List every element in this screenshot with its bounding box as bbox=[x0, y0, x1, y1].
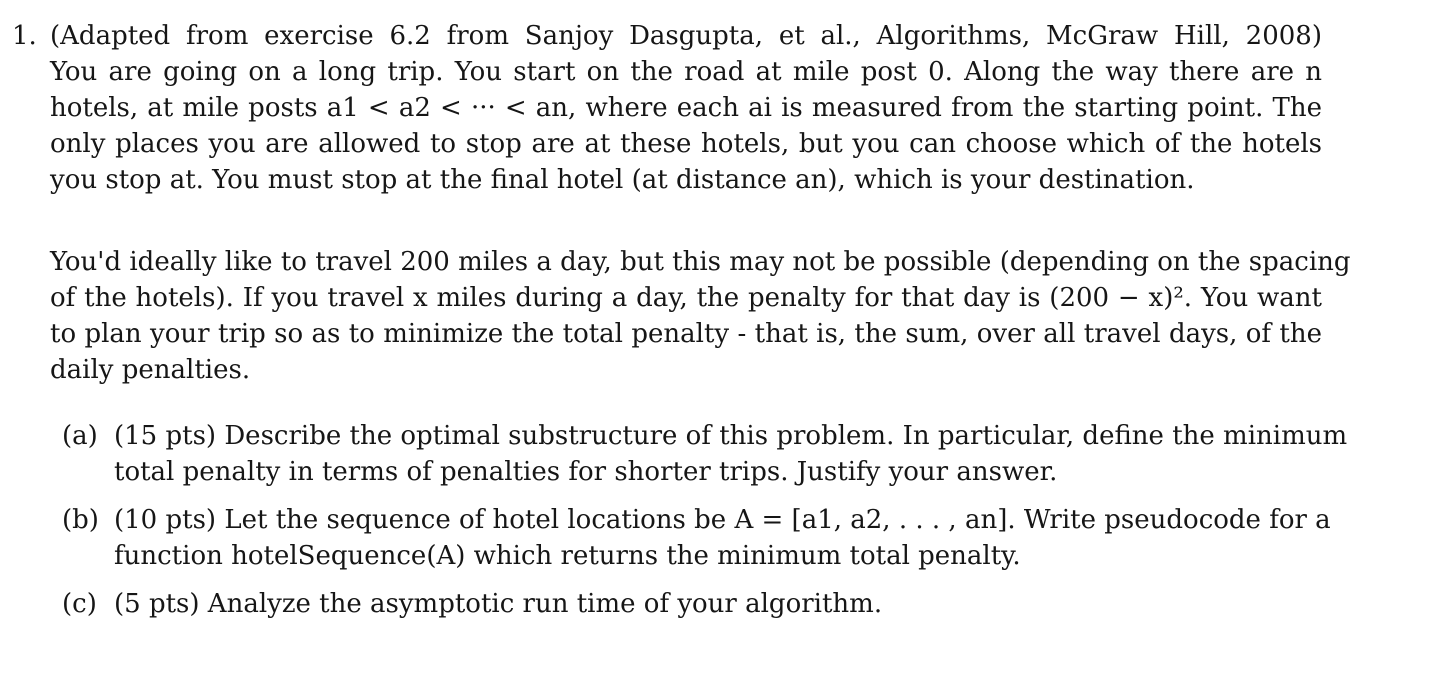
paragraph-line: You'd ideally like to travel 200 miles a day, but this may not be possible (depending on the spacing bbox=[50, 247, 1351, 277]
subpart-line: function hotelSequence(A) which returns the minimum total penalty. bbox=[114, 541, 1021, 571]
problem-body bbox=[50, 18, 1351, 634]
subpart-c bbox=[62, 586, 1322, 622]
subpart-label: (b) bbox=[62, 505, 99, 535]
problem-1 bbox=[12, 18, 1351, 634]
subpart-text bbox=[114, 502, 1331, 574]
subpart-a bbox=[62, 418, 1348, 490]
paragraph-line: daily penalties. bbox=[50, 355, 251, 385]
subpart-line: (15 pts) Describe the optimal substructure of this problem. In particular, define the minimum bbox=[114, 421, 1348, 451]
intro-line: You are going on a long trip. You start on the road at mile post 0. Along the way there are n bbox=[50, 57, 1322, 87]
paragraph-line: of the hotels). If you travel x miles during a day, the penalty for that day is (200 − x)². You want bbox=[50, 283, 1322, 313]
problem-intro bbox=[12, 18, 1351, 634]
paragraph-gap bbox=[50, 198, 1322, 244]
intro-line: (Adapted from exercise 6.2 from Sanjoy Dasgupta, et al., Algorithms, McGraw Hill, 2008) bbox=[50, 21, 1322, 51]
paragraph-line: to plan your trip so as to minimize the total penalty - that is, the sum, over all travel days, of the bbox=[50, 319, 1322, 349]
subpart-line: (5 pts) Analyze the asymptotic run time of your algorithm. bbox=[114, 589, 883, 619]
problem-number: 1. bbox=[12, 21, 37, 51]
intro-line: you stop at. You must stop at the final hotel (at distance an), which is your destination. bbox=[50, 165, 1195, 195]
subpart-text bbox=[114, 418, 1347, 490]
subpart-line: total penalty in terms of penalties for shorter trips. Justify your answer. bbox=[114, 457, 1058, 487]
intro-line: only places you are allowed to stop are at these hotels, but you can choose which of the hotels bbox=[50, 129, 1322, 159]
intro-line: hotels, at mile posts a1 < a2 < ··· < an, where each ai is measured from the starting point. The bbox=[50, 93, 1322, 123]
subpart-label: (c) bbox=[62, 589, 97, 619]
subpart-line: (10 pts) Let the sequence of hotel locations be A = [a1, a2, . . . , an]. Write pseudocode for a bbox=[114, 505, 1331, 535]
subpart-label: (a) bbox=[62, 421, 98, 451]
subparts-list bbox=[50, 418, 1348, 622]
subpart-text bbox=[114, 586, 1322, 622]
subpart-b bbox=[62, 502, 1331, 574]
